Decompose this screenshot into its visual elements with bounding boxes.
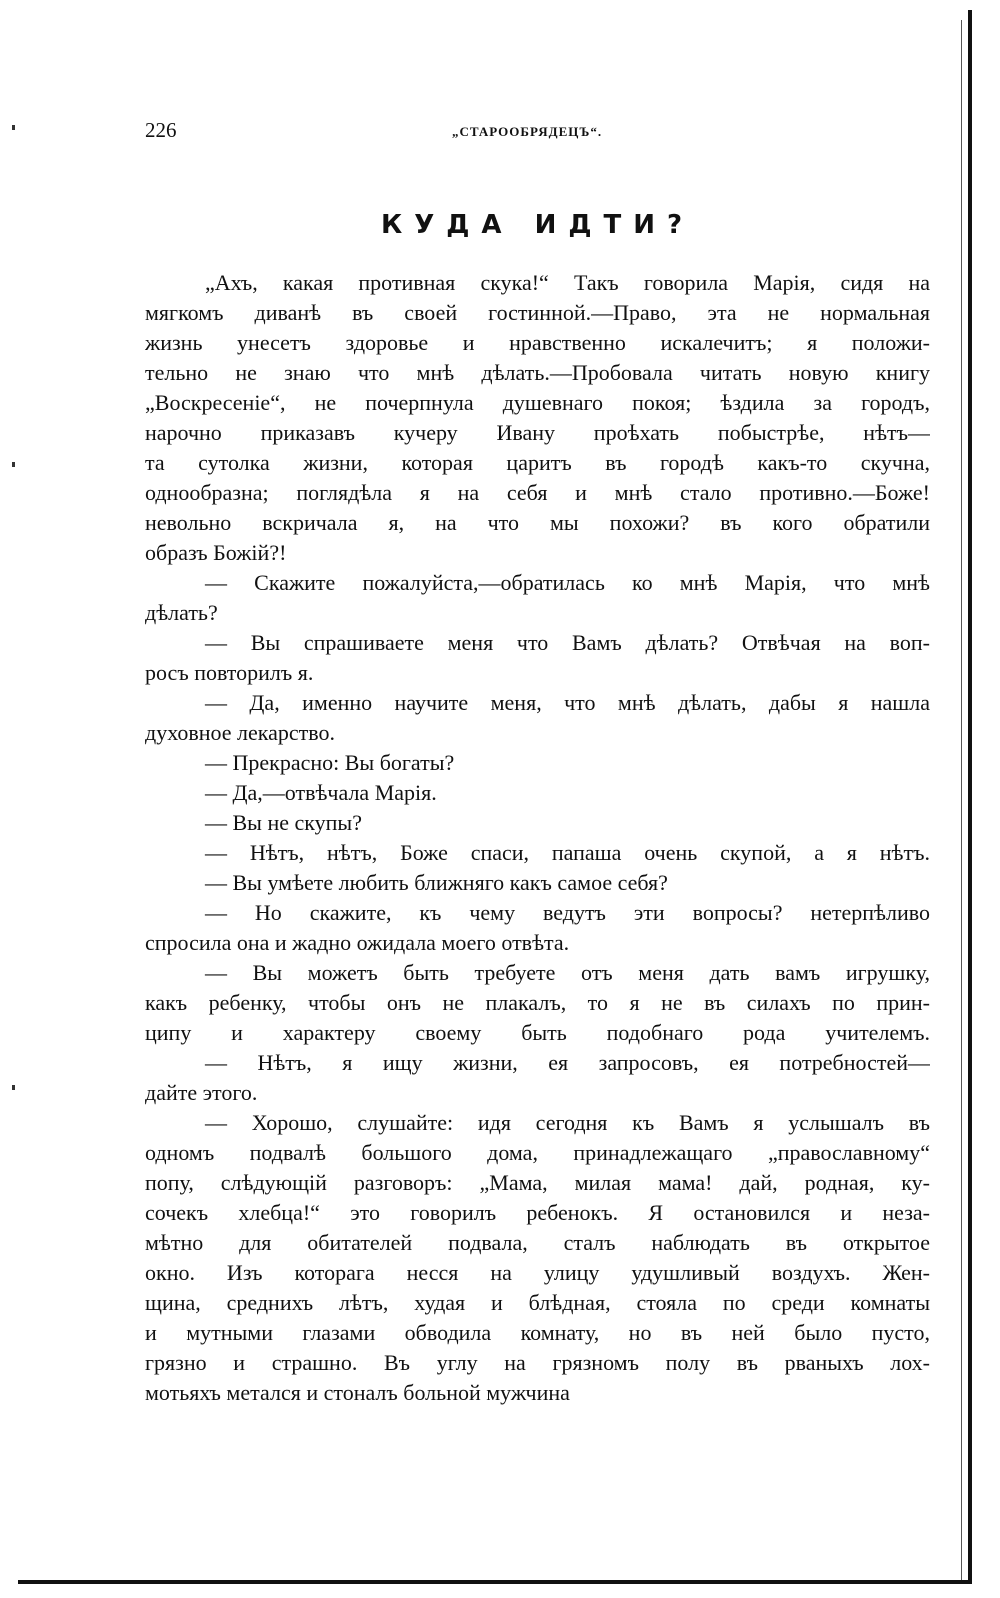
text-line: спросила она и жадно ожидала моего отвѣта. [145,930,570,955]
text-line: попу, слѣдующій разговоръ: „Мама, милая мама! дай, родная, ку- [145,1170,930,1195]
text-line: „Ахъ, какая противная скука!“ Такъ говорила Марія, сидя на [205,270,930,295]
text-line: — Нѣтъ, я ищу жизни, ея запросовъ, ея потребностей— [205,1050,930,1075]
text-line: — Вы умѣете любить ближняго какъ самое себя? [205,870,668,895]
text-line: тельно не знаю что мнѣ дѣлать.—Пробовала читать новую книгу [145,360,930,385]
article-body [145,268,930,1408]
text-line: мотьяхъ метался и стоналъ больной мужчина [145,1380,570,1405]
text-line: образъ Божій?! [145,540,287,565]
text-line: дѣлать? [145,600,218,625]
margin-speck [12,462,15,467]
text-line: мѣтно для обитателей подвала, сталъ наблюдать въ открытое [145,1230,930,1255]
running-head: „СТАРООБРЯДЕЦЪ“. [452,124,603,139]
text-line: сочекъ хлебца!“ это говорилъ ребенокъ. Я остановился и неза- [145,1200,930,1225]
text-line: — Скажите пожалуйста,—обратилась ко мнѣ Марія, что мнѣ [205,570,930,595]
text-line: росъ повторилъ я. [145,660,314,685]
page-edge-right [968,10,972,1584]
text-line: какъ ребенку, чтобы онъ не плакалъ, то я не въ силахъ по прин- [145,990,930,1015]
text-line: невольно вскричала я, на что мы похожи? въ кого обратили [145,510,930,535]
text-line: — Но скажите, къ чему ведутъ эти вопросы? нетерпѣливо [205,900,930,925]
margin-speck [12,1085,15,1090]
page-edge-bottom [18,1580,972,1584]
text-line: — Да, именно научите меня, что мнѣ дѣлать, дабы я нашла [205,690,930,715]
text-line: духовное лекарство. [145,720,336,745]
text-line: и мутными глазами обводила комнату, но въ ней было пусто, [145,1320,930,1345]
page-edge-right-inner [961,20,962,1580]
text-line: дайте этого. [145,1080,258,1105]
text-line: нарочно приказавъ кучеру Ивану проѣхать побыстрѣе, нѣтъ— [145,420,930,445]
text-line: — Хорошо, слушайте: идя сегодня къ Вамъ я услышалъ въ [205,1110,930,1135]
text-line: — Прекрасно: Вы богаты? [205,750,455,775]
page-header [145,118,930,152]
text-line: щина, среднихъ лѣтъ, худая и блѣдная, стояла по среди комнаты [145,1290,930,1315]
text-line: „Воскресеніе“, не почерпнула душевнаго покоя; ѣздила за городъ, [145,390,930,415]
text-line: однообразна; поглядѣла я на себя и мнѣ стало противно.—Боже! [145,480,930,505]
text-line: жизнь унесетъ здоровье и нравственно искалечитъ; я положи- [145,330,930,355]
text-line: мягкомъ диванѣ въ своей гостинной.—Право, эта не нормальная [145,300,930,325]
margin-speck [12,125,15,130]
text-line: одномъ подвалѣ большого дома, принадлежащаго „православному“ [145,1140,930,1165]
text-line: та сутолка жизни, которая царитъ въ городѣ какъ-то скучна, [145,450,930,475]
article-title: КУДА ИДТИ? [380,210,695,240]
text-line: — Вы можетъ быть требуете отъ меня дать вамъ игрушку, [205,960,930,985]
page-number: 226 [145,118,177,142]
text-line: — Да,—отвѣчала Марія. [205,780,437,805]
text-line: ципу и характеру своему быть подобнаго рода учителемъ. [145,1020,930,1045]
text-line: — Нѣтъ, нѣтъ, Боже спаси, папаша очень скупой, а я нѣтъ. [205,840,930,865]
text-line: — Вы не скупы? [205,810,362,835]
text-line: окно. Изъ которага несся на улицу удушливый воздухъ. Жен- [145,1260,930,1285]
text-line: грязно и страшно. Въ углу на грязномъ полу въ рваныхъ лох- [145,1350,930,1375]
text-line: — Вы спрашиваете меня что Вамъ дѣлать? Отвѣчая на воп- [205,630,930,655]
